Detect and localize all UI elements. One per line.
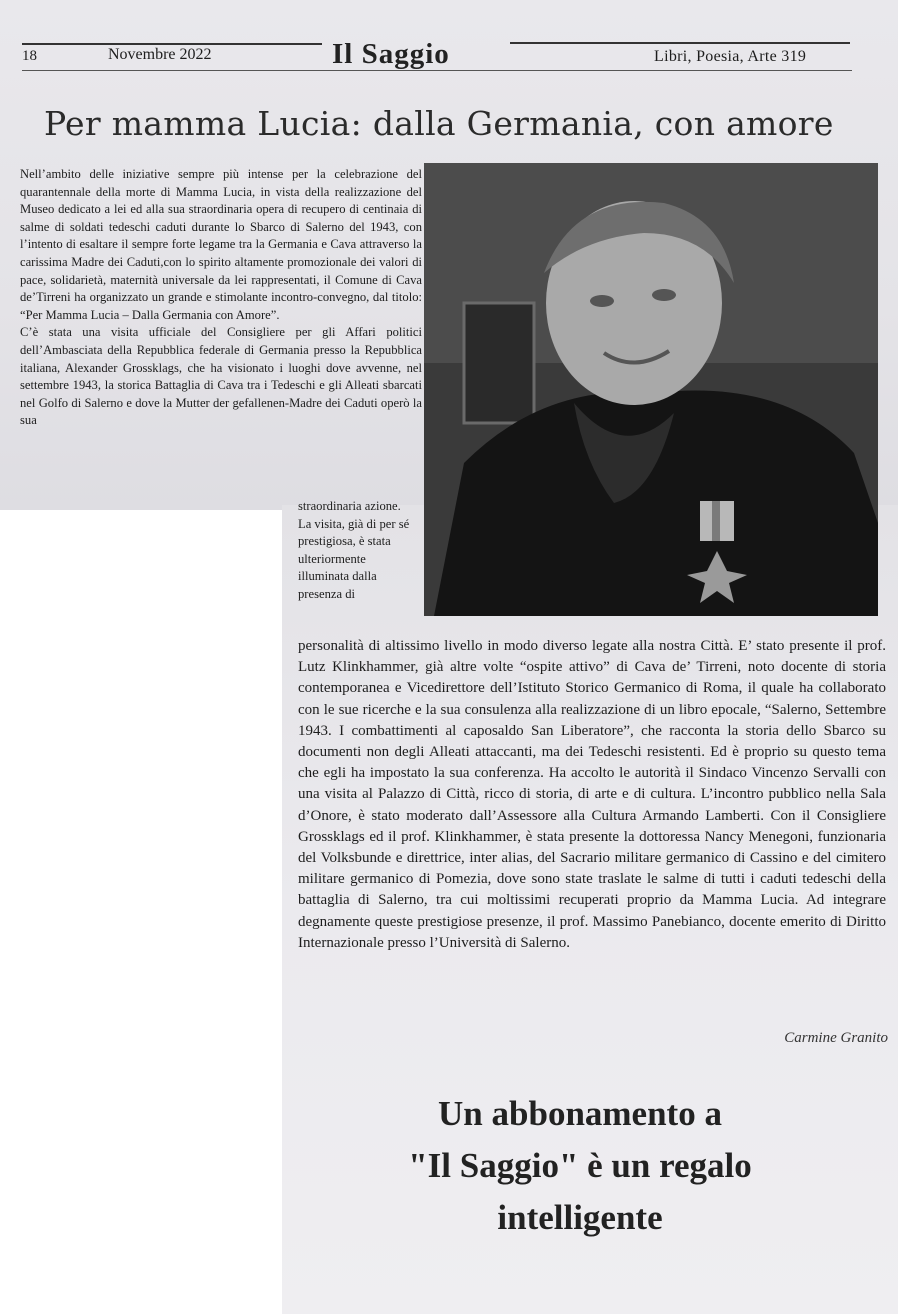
article-indent-text-2: La visita, già di per sé prestigiosa, è stata ulteriormente illuminata dalla presenza di — [298, 516, 410, 601]
article-main-text: personalità di altissimo livello in modo diverso legate alla nostra Città. E’ stato presente il prof. Lutz Klinkhammer, già altre volte “ospite attivo” di Cava de’ Tirreni, noto docente di storia contemporanea e Vicedirettore dell’Istituto Storico Germanico di Roma, il quale ha collaborato con le sue ricerche e la sua consulenza alla realizzazione di un libro epocale, “Salerno, Settembre 1943. I combattimenti al caposaldo San Liberatore”, che racconta la storia dello Sbarco su documenti non degli Alleati attaccanti, ma dei Tedeschi resistenti. Ed è proprio su questo tema che egli ha impostato la sua conferenza. Ha accolto le autorità il Sindaco Vincenzo Servalli con una visita al Palazzo di Città, ricco di storia, di arte e di cultura. L’incontro pubblico nella Sala d’Onore, è stato moderato dall’Assessore alla Cultura Armando Lamberti. Con il Consigliere Grossklags ed il prof. Klinkhammer, è stata presente la dottoressa Nancy Menegoni, funzionaria del Volksbunde e direttrice, inter alias, del Sacrario militare germanico di Cassino e del cimitero militare germanico di Pomezia, dove sono state traslate le salme di tutti i caduti tedeschi della battaglia di Salerno, tra cui moltissimi recuperati proprio da Mamma Lucia. Ad integrare degnamente queste prestigiose presenze, il prof. Massimo Panebianco, docente emerito di Diritto Internazionale presso l’Università di Salerno. — [298, 638, 886, 951]
issue-date: Novembre 2022 — [108, 46, 212, 63]
article-indent-text-1: straordinaria azione. — [298, 499, 401, 513]
page-number: 18 — [22, 48, 37, 64]
subscription-promo — [300, 1088, 860, 1244]
header-rule-left — [22, 43, 322, 45]
article-headline: Per mamma Lucia: dalla Germania, con amore — [44, 104, 834, 143]
promo-line-2: "Il Saggio" è un regalo — [408, 1146, 752, 1185]
article-paragraph-intro: Nell’ambito delle iniziative sempre più intense per la celebrazione del quarantennale della morte di Mamma Lucia, in vista della realizzazione del Museo dedicato a lei ed alla sua straordinaria opera di recupero di centinaia di salme di soldati tedeschi caduti durante lo Sbarco di Salerno del 1943, con l’intento di esaltare il sempre forte legame tra la Germania e Cava attraverso la carissima Madre dei Caduti,con lo spirito altamente promozionale dei valori di pace, solidarietà, maternità universale da lei rappresentati, il Comune di Cava de’Tirreni ha organizzato un grande e stimolante incontro-convegno, dal titolo: “Per Mamma Lucia – Dalla Germania con Amore”. — [20, 167, 422, 322]
article-main-column — [298, 636, 886, 954]
article-left-column — [20, 166, 422, 430]
header-rule-right — [510, 42, 850, 44]
promo-line-1: Un abbonamento a — [438, 1094, 722, 1133]
article-indent-block — [298, 498, 420, 604]
article-paragraph-visit: C’è stata una visita ufficiale del Consigliere per gli Affari politici dell’Ambasciata della Repubblica federale di Germania presso la Repubblica italiana, Alexander Grossklags, che ha visionato i luoghi dove avvenne, nel settembre 1943, la storica Battaglia di Cava tra i Tedeschi e gli Alleati sbarcati nel Golfo di Salerno e dove la Mutter der gefallenen-Madre dei Caduti operò la sua — [20, 325, 422, 428]
portrait-illustration — [424, 163, 878, 616]
masthead-title: Il Saggio — [332, 38, 450, 70]
promo-line-3: intelligente — [497, 1198, 663, 1237]
article-byline: Carmine Granito — [784, 1030, 888, 1046]
portrait-photo — [424, 163, 878, 616]
section-label: Libri, Poesia, Arte 319 — [654, 48, 807, 65]
